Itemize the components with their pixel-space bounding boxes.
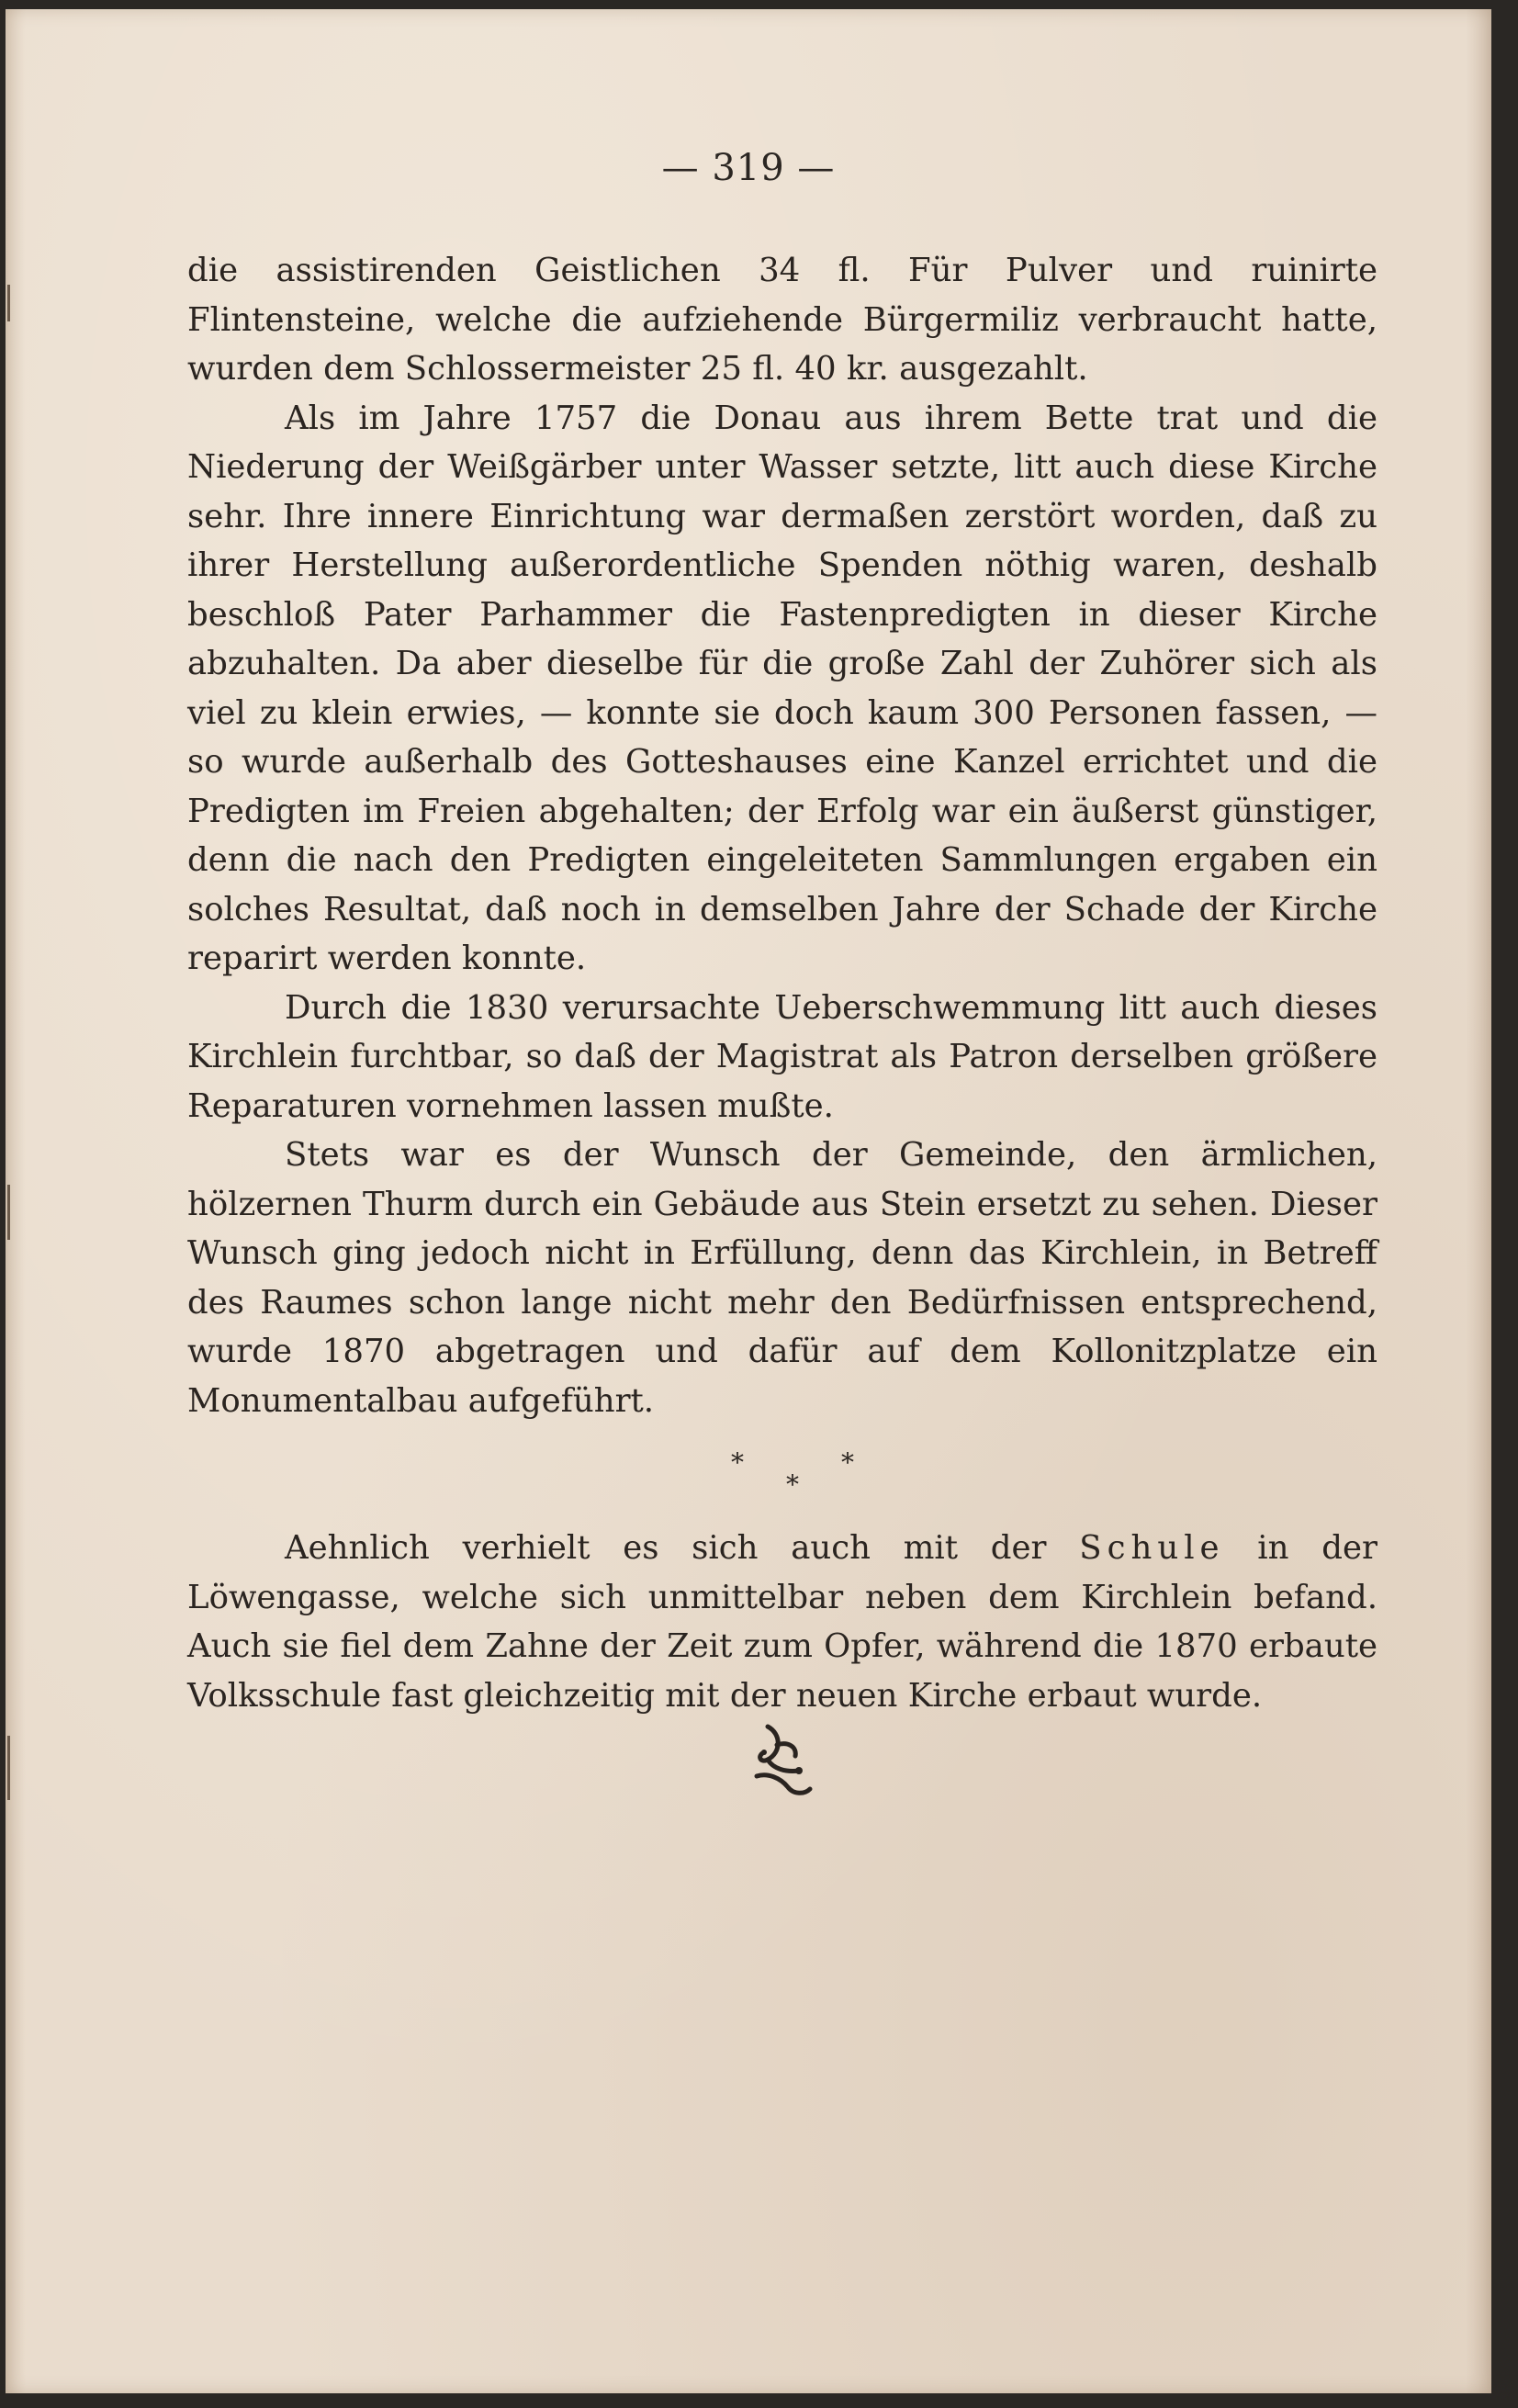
fleuron-ornament-icon	[740, 1717, 823, 1800]
margin-binding-mark	[7, 285, 10, 321]
page-number: — 319 —	[661, 147, 836, 189]
paragraph-text: Aehnlich verhielt es sich auch mit der	[285, 1529, 1080, 1567]
paragraph-text: in der Löwengasse, welche sich unmittelbar neben dem Kirchlein befand. Auch sie fiel dem Zahne der Zeit zum Opfer, während die 1870 erbaute Volksschule fast gleichzeitig mit der neuen Kirche erbaut wurde.	[187, 1529, 1377, 1715]
paragraph: Durch die 1830 verursachte Ueberschwemmung litt auch dieses Kirchlein furchtbar, so daß der Magistrat als Patron derselben größere Reparaturen vornehmen lassen mußte.	[187, 988, 1377, 1125]
spaced-emphasis: Schule	[1079, 1529, 1225, 1567]
separator-star: *	[786, 1469, 799, 1500]
paragraph: die assistirenden Geistlichen 34 fl. Für Pulver und ruinirte Flintensteine, welche die aufziehende Bürgermiliz verbraucht hatte, wurden dem Schlossermeister 25 fl. 40 kr. ausgezahlt.	[187, 252, 1377, 388]
margin-binding-mark	[7, 1185, 10, 1240]
body-text	[187, 246, 1377, 1720]
margin-binding-mark	[7, 1736, 10, 1800]
paragraph: Als im Jahre 1757 die Donau aus ihrem Bette trat und die Niederung der Weißgärber unter Wasser setzte, litt auch diese Kirche sehr. Ihre innere Einrichtung war dermaßen zerstört worden, daß zu ihrer Herstellung außerordentliche Spenden nöthig waren, deshalb beschloß Pater Parhammer die Fastenpredigten in dieser Kirche abzuhalten. Da aber dieselbe für die große Zahl der Zuhörer sich als viel zu klein erwies, — konnte sie doch kaum 300 Personen fassen, — so wurde außerhalb des Gotteshauses eine Kanzel errichtet und die Predigten im Freien abgehalten; der Erfolg war ein äußerst günstiger, denn die nach den Predigten eingeleiteten Sammlungen ergaben ein solches Resultat, daß noch in demselben Jahre der Schade der Kirche reparirt werden konnte.	[187, 399, 1377, 977]
separator-star: *	[841, 1447, 854, 1478]
section-separator	[187, 1425, 1377, 1524]
separator-star: *	[731, 1447, 744, 1478]
book-page	[6, 9, 1491, 2393]
paragraph-last	[187, 1524, 1377, 1720]
paragraph: Stets war es der Wunsch der Gemeinde, den ärmlichen, hölzernen Thurm durch ein Gebäude aus Stein ersetzt zu sehen. Dieser Wunsch ging jedoch nicht in Erfüllung, denn das Kirchlein, in Betreff des Raumes schon lange nicht mehr den Bedürfnissen entsprechend, wurde 1870 abgetragen und dafür auf dem Kollonitzplatze ein Monumentalbau aufgeführt.	[187, 1136, 1377, 1420]
